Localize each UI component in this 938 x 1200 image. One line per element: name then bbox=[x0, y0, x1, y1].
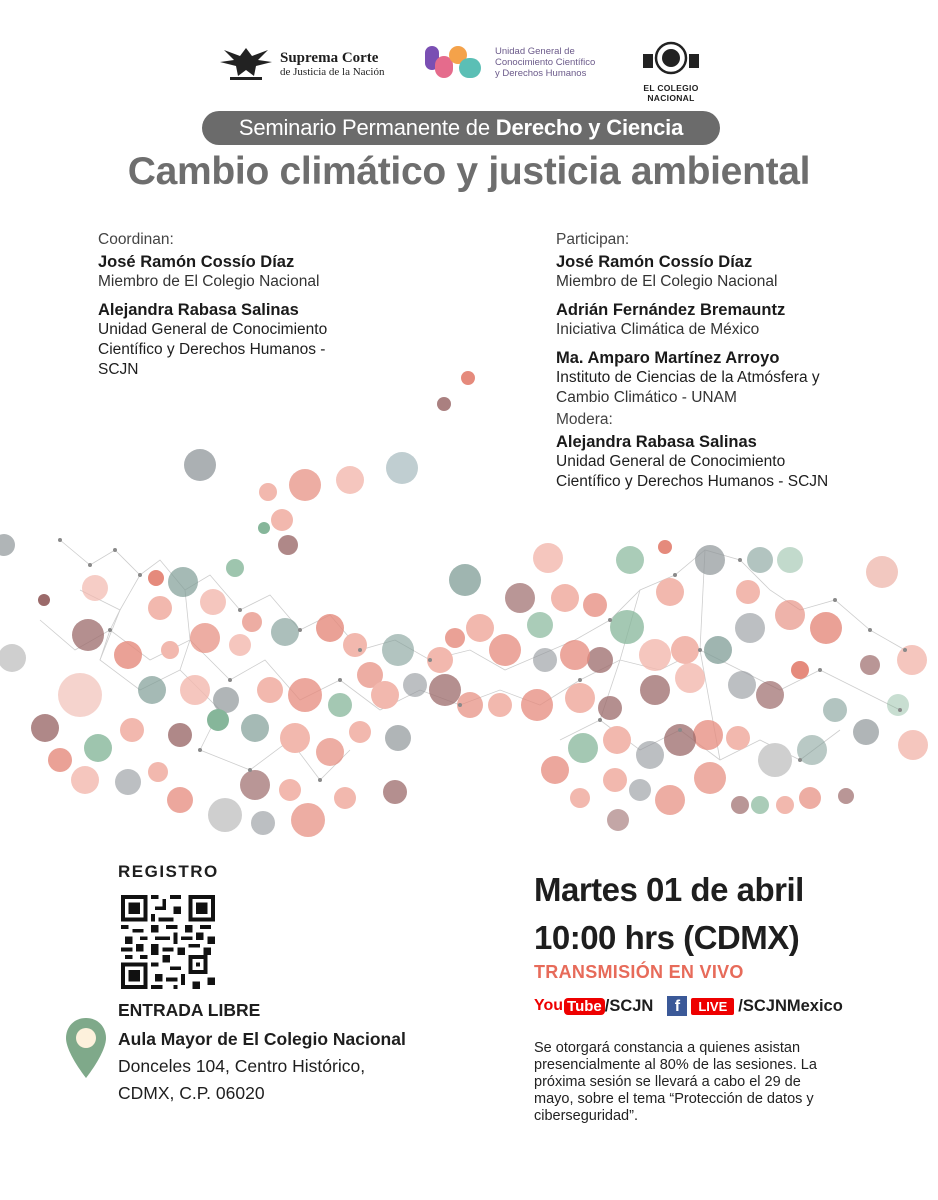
event-date: Martes 01 de abril bbox=[534, 871, 804, 908]
bubble bbox=[343, 633, 367, 657]
bubble bbox=[385, 725, 411, 751]
venue-name: Aula Mayor de El Colegio Nacional bbox=[118, 1029, 406, 1049]
bubble bbox=[607, 809, 629, 831]
bubble bbox=[0, 534, 15, 556]
bubble bbox=[560, 640, 590, 670]
colegio-name: EL COLEGIO NACIONAL bbox=[643, 83, 699, 103]
bubble bbox=[695, 545, 725, 575]
bubble bbox=[551, 584, 579, 612]
event-datetime bbox=[534, 866, 804, 962]
facebook-handle[interactable]: /SCJNMexico bbox=[738, 996, 843, 1015]
bubble bbox=[271, 509, 293, 531]
bubble bbox=[259, 483, 277, 501]
bubble bbox=[658, 540, 672, 554]
dot bbox=[318, 778, 322, 782]
bubble-network-illustration bbox=[0, 360, 938, 850]
bubble bbox=[242, 612, 262, 632]
bubble bbox=[598, 696, 622, 720]
bubble bbox=[257, 677, 283, 703]
bubble bbox=[866, 556, 898, 588]
bubble bbox=[541, 756, 569, 784]
colegio-seal-icon bbox=[641, 40, 701, 76]
bubble bbox=[527, 612, 553, 638]
dot bbox=[248, 768, 252, 772]
bubble bbox=[565, 683, 595, 713]
person-name: Ma. Amparo Martínez Arroyo bbox=[556, 349, 780, 367]
bubble bbox=[349, 721, 371, 743]
bubble bbox=[334, 787, 356, 809]
bubble bbox=[437, 397, 451, 411]
participan-label: Participan: bbox=[556, 231, 630, 248]
bubble bbox=[289, 469, 321, 501]
bubble bbox=[258, 522, 270, 534]
bubble bbox=[610, 610, 644, 644]
bubble bbox=[775, 600, 805, 630]
bubble bbox=[148, 596, 172, 620]
bubble bbox=[776, 796, 794, 814]
bubble bbox=[241, 714, 269, 742]
seminar-emphasis: Derecho y Ciencia bbox=[495, 115, 684, 140]
bubble bbox=[823, 698, 847, 722]
bubble bbox=[240, 770, 270, 800]
dot bbox=[678, 728, 682, 732]
bubble bbox=[148, 570, 164, 586]
youtube-handle[interactable]: /SCJN bbox=[604, 996, 654, 1015]
bubble bbox=[316, 738, 344, 766]
moderator-affiliation: Unidad General de Conocimiento bbox=[556, 453, 786, 470]
bubble bbox=[636, 741, 664, 769]
colegio-nacional-logo bbox=[624, 40, 718, 103]
modera-label: Modera: bbox=[556, 411, 613, 428]
event-time: 10:00 hrs (CDMX) bbox=[534, 919, 800, 956]
bubble bbox=[84, 734, 112, 762]
bubble bbox=[736, 580, 760, 604]
bubble bbox=[72, 619, 104, 651]
bubble bbox=[735, 613, 765, 643]
dot bbox=[228, 678, 232, 682]
bubble bbox=[898, 730, 928, 760]
bubble bbox=[694, 762, 726, 794]
moderator-affiliation: Científico y Derechos Humanos - SCJN bbox=[556, 473, 829, 490]
bubble bbox=[570, 788, 590, 808]
bubble bbox=[853, 719, 879, 745]
bubble bbox=[655, 785, 685, 815]
bubble bbox=[180, 675, 210, 705]
bubble bbox=[777, 547, 803, 573]
bubble bbox=[533, 543, 563, 573]
bubble bbox=[251, 811, 275, 835]
coordinan-label: Coordinan: bbox=[98, 231, 174, 248]
dot bbox=[833, 598, 837, 602]
person-name: José Ramón Cossío Díaz bbox=[98, 253, 295, 271]
bubble bbox=[82, 575, 108, 601]
person-name: Alejandra Rabasa Salinas bbox=[98, 301, 299, 319]
venue-block bbox=[118, 1026, 406, 1107]
bubble bbox=[207, 709, 229, 731]
bubble bbox=[190, 623, 220, 653]
dot bbox=[108, 628, 112, 632]
dot bbox=[198, 748, 202, 752]
bubble bbox=[226, 559, 244, 577]
moderator-name: Alejandra Rabasa Salinas bbox=[556, 433, 757, 451]
entrada-libre-label: ENTRADA LIBRE bbox=[118, 1000, 261, 1020]
dot bbox=[58, 538, 62, 542]
bubble bbox=[791, 661, 809, 679]
eagle-icon bbox=[218, 44, 274, 84]
person-affiliation: Cambio Climático - UNAM bbox=[556, 389, 737, 406]
bubble bbox=[728, 671, 756, 699]
bubble bbox=[386, 452, 418, 484]
dot bbox=[138, 573, 142, 577]
person-affiliation: Unidad General de Conocimiento bbox=[98, 321, 328, 338]
bubble bbox=[629, 779, 651, 801]
location-pin-icon bbox=[64, 1016, 108, 1080]
bubble bbox=[603, 726, 631, 754]
youtube-you: You bbox=[534, 997, 564, 1014]
coordinators-block bbox=[98, 230, 398, 380]
bubble bbox=[758, 743, 792, 777]
bubble bbox=[756, 681, 784, 709]
person-affiliation: Miembro de El Colegio Nacional bbox=[98, 273, 320, 290]
bubble bbox=[328, 693, 352, 717]
bubble bbox=[48, 748, 72, 772]
page-title: Cambio climático y justicia ambiental bbox=[127, 150, 811, 193]
bubble bbox=[208, 798, 242, 832]
bubble bbox=[271, 618, 299, 646]
registro-label: REGISTRO bbox=[118, 862, 219, 881]
bubble bbox=[726, 726, 750, 750]
bubble bbox=[731, 796, 749, 814]
dot bbox=[818, 668, 822, 672]
dot bbox=[608, 618, 612, 622]
dot bbox=[458, 703, 462, 707]
bubble bbox=[521, 689, 553, 721]
seminar-prefix: Seminario Permanente de bbox=[238, 115, 496, 140]
attendance-note: Se otorgará constancia a quienes asistan presencialmente al 80% de las sesiones. La próxima sesión se llevará a cabo el 29 de mayo, sobre el tema “Protección de datos y ciberseguridad”. bbox=[534, 1040, 817, 1124]
bubble bbox=[639, 639, 671, 671]
scjn-name: Suprema Corte bbox=[280, 49, 379, 66]
live-broadcast-label: TRANSMISIÓN EN VIVO bbox=[534, 962, 744, 982]
youtube-tube: Tube bbox=[564, 998, 605, 1015]
bubble bbox=[383, 780, 407, 804]
bubble bbox=[71, 766, 99, 794]
bubble bbox=[168, 567, 198, 597]
bubble bbox=[168, 723, 192, 747]
bubble bbox=[138, 676, 166, 704]
bubble bbox=[279, 779, 301, 801]
bubble bbox=[429, 674, 461, 706]
bubble bbox=[280, 723, 310, 753]
bubble bbox=[58, 673, 102, 717]
bubble bbox=[616, 546, 644, 574]
person-affiliation: Instituto de Ciencias de la Atmósfera y bbox=[556, 369, 820, 386]
bubble bbox=[184, 449, 216, 481]
facebook-live-badge: LIVE bbox=[691, 998, 734, 1015]
ug-line1: Unidad General de bbox=[495, 45, 575, 57]
dot bbox=[898, 708, 902, 712]
person-affiliation: Iniciativa Climática de México bbox=[556, 321, 760, 338]
bubble bbox=[799, 787, 821, 809]
bubble bbox=[810, 612, 842, 644]
seminar-banner bbox=[202, 111, 720, 145]
bubble bbox=[533, 648, 557, 672]
bubble bbox=[461, 371, 475, 385]
bubble bbox=[568, 733, 598, 763]
bubble bbox=[897, 645, 927, 675]
dot bbox=[113, 548, 117, 552]
bubble bbox=[838, 788, 854, 804]
bubble bbox=[316, 614, 344, 642]
dot bbox=[428, 658, 432, 662]
bubble bbox=[587, 647, 613, 673]
bubble bbox=[38, 594, 50, 606]
bubble bbox=[488, 693, 512, 717]
bubble bbox=[278, 535, 298, 555]
bubble bbox=[167, 787, 193, 813]
dot bbox=[698, 648, 702, 652]
facebook-icon[interactable]: f bbox=[667, 996, 687, 1016]
bubble bbox=[747, 547, 773, 573]
bubble bbox=[489, 634, 521, 666]
bubble bbox=[751, 796, 769, 814]
bubble bbox=[371, 681, 399, 709]
bubble bbox=[640, 675, 670, 705]
person-name: Adrián Fernández Bremauntz bbox=[556, 301, 786, 319]
bubble bbox=[505, 583, 535, 613]
bubble bbox=[291, 803, 325, 837]
dot bbox=[673, 573, 677, 577]
bubble bbox=[0, 644, 26, 672]
bubble bbox=[583, 593, 607, 617]
dot bbox=[298, 628, 302, 632]
bubble bbox=[229, 634, 251, 656]
person-affiliation: Científico y Derechos Humanos - bbox=[98, 341, 326, 358]
bubble bbox=[445, 628, 465, 648]
dot bbox=[88, 563, 92, 567]
dot bbox=[238, 608, 242, 612]
bubble bbox=[31, 714, 59, 742]
youtube-link[interactable] bbox=[534, 997, 605, 1015]
bubbles bbox=[0, 371, 928, 837]
bubble bbox=[704, 636, 732, 664]
bubble bbox=[288, 678, 322, 712]
ug-line2: Conocimiento Científico bbox=[495, 56, 596, 68]
bubble bbox=[114, 641, 142, 669]
person-affiliation: SCJN bbox=[98, 361, 139, 378]
bubble bbox=[161, 641, 179, 659]
dot bbox=[358, 648, 362, 652]
bubble bbox=[115, 769, 141, 795]
scjn-logo bbox=[218, 44, 384, 84]
unidad-general-logo bbox=[425, 44, 595, 80]
venue-address-line: Donceles 104, Centro Histórico, bbox=[118, 1056, 366, 1076]
bubble bbox=[148, 762, 168, 782]
bubble bbox=[887, 694, 909, 716]
social-links bbox=[534, 996, 843, 1016]
person-affiliation: Miembro de El Colegio Nacional bbox=[556, 273, 778, 290]
bubble bbox=[693, 720, 723, 750]
dot bbox=[798, 758, 802, 762]
bubble bbox=[671, 636, 699, 664]
ug-mark-icon bbox=[425, 44, 485, 80]
dot bbox=[598, 718, 602, 722]
bubble bbox=[200, 589, 226, 615]
dot bbox=[903, 648, 907, 652]
dot bbox=[868, 628, 872, 632]
bubble bbox=[382, 634, 414, 666]
scjn-subname: de Justicia de la Nación bbox=[280, 65, 385, 78]
bubble bbox=[449, 564, 481, 596]
bubble bbox=[656, 578, 684, 606]
venue-address-line: CDMX, C.P. 06020 bbox=[118, 1083, 265, 1103]
ug-line3: y Derechos Humanos bbox=[495, 67, 587, 79]
dot bbox=[738, 558, 742, 562]
bubble bbox=[675, 663, 705, 693]
bubble bbox=[336, 466, 364, 494]
registration-qr-code[interactable] bbox=[121, 895, 215, 989]
dot bbox=[338, 678, 342, 682]
bubble bbox=[403, 673, 427, 697]
dot bbox=[578, 678, 582, 682]
bubble bbox=[120, 718, 144, 742]
person-name: José Ramón Cossío Díaz bbox=[556, 253, 753, 271]
bubble bbox=[603, 768, 627, 792]
bubble bbox=[860, 655, 880, 675]
bubble bbox=[466, 614, 494, 642]
